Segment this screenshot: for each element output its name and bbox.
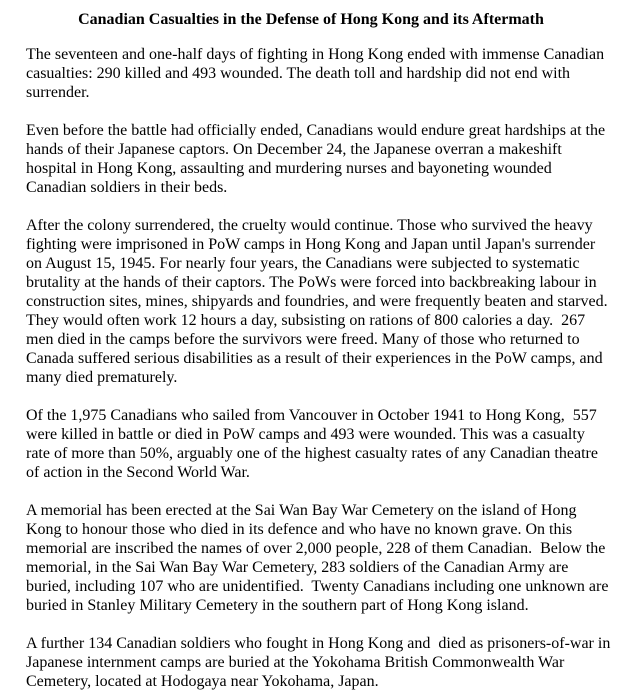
paragraph-sai-wan-memorial: A memorial has been erected at the Sai Wan Bay War Cemetery on the island of Hong Kong to honour those who died in its defence and who have no known grave. On this memorial are inscribed the names of over 2,000 people, 228 of them Canadian. Below the memorial, in the Sai Wan Bay War Cemetery, 283 soldiers of the Canadian Army are buried, including 107 who are unidentified. Twenty Canadians including one unknown are buried in Stanley Military Cemetery in the southern part of Hong Kong island. [26,502,613,614]
page-title: Canadian Casualties in the Defense of Hong Kong and its Aftermath [78,11,544,28]
paragraph-casualty-summary: The seventeen and one-half days of fighting in Hong Kong ended with immense Canadian casualties: 290 killed and 493 wounded. The death toll and hardship did not end with surrender. [26,46,609,101]
paragraph-pow-camps: After the colony surrendered, the cruelty would continue. Those who survived the heavy fighting were imprisoned in PoW camps in Hong Kong and Japan until Japan's surrender on August 15, 1945. For nearly four years, the Canadians were subjected to systematic brutality at the hands of their captors. The PoWs were forced into backbreaking labour in construction sites, mines, shipyards and foundries, and were frequently beaten and starved. They would often work 12 hours a day, subsisting on rations of 800 calories a day. 267 men died in the camps before the survivors were freed. Many of those who returned to Canada suffered serious disabilities as a result of their experiences in the PoW camps, and many died prematurely. [26,217,616,386]
paragraph-hospital-attack: Even before the battle had officially ended, Canadians would endure great hardships at the hands of their Japanese captors. On December 24, the Japanese overran a makeshift hospital in Hong Kong, assaulting and murdering nurses and bayoneting wounded Canadian soldiers in their beds. [26,122,610,196]
paragraph-casualty-rate: Of the 1,975 Canadians who sailed from Vancouver in October 1941 to Hong Kong, 557 were killed in battle or died in PoW camps and 493 were wounded. This was a casualty rate of more than 50%, arguably one of the highest casualty rates of any Canadian theatre of action in the Second World War. [26,407,602,481]
paragraph-yokohama-cemetery: A further 134 Canadian soldiers who fought in Hong Kong and died as prisoners-of-war in Japanese internment camps are buried at the Yokohama British Commonwealth War Cemetery, located at Hodogaya near Yokohama, Japan. [26,635,615,690]
